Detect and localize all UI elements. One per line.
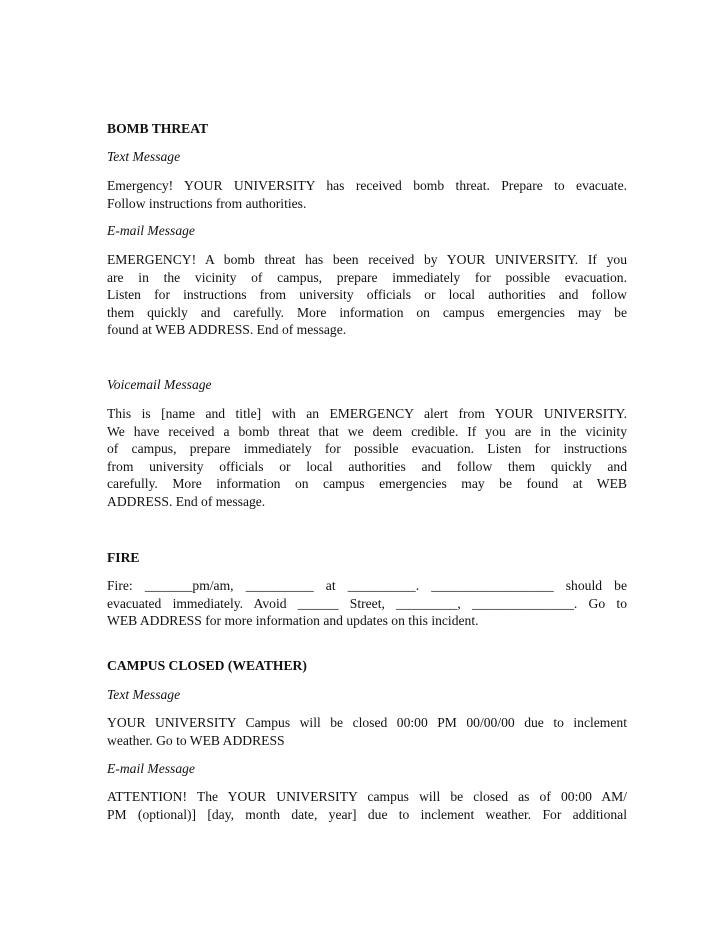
text-line: We have received a bomb threat that we deem credible. If you are in the vicinity: [107, 423, 627, 439]
fire-body: [107, 577, 627, 630]
campus-closed-text-body: [107, 714, 627, 749]
text-line: EMERGENCY! A bomb threat has been received by YOUR UNIVERSITY. If you: [107, 252, 627, 267]
bomb-threat-email-label: E-mail Message: [107, 223, 195, 238]
text-line: ADDRESS. End of message.: [107, 493, 266, 509]
text-line: from university officials or local authorities and follow them quickly and: [107, 458, 627, 474]
text-line: PM (optional)] [day, month date, year] due to inclement weather. For additional: [107, 806, 627, 822]
bomb-threat-email-body: [107, 251, 627, 339]
text-line: Fire: _______pm/am, __________ at __________. __________________ should be: [107, 578, 627, 593]
text-line: carefully. More information on campus emergencies may be found at WEB: [107, 476, 627, 492]
text-line: weather. Go to WEB ADDRESS: [107, 732, 285, 748]
text-line: ATTENTION! The YOUR UNIVERSITY campus will be closed as of 00:00 AM/: [107, 789, 627, 804]
text-line: Follow instructions from authorities.: [107, 195, 307, 211]
bomb-threat-text-body: [107, 177, 627, 212]
text-line: of campus, prepare immediately for possible evacuation. Listen for instructions: [107, 441, 627, 457]
section-heading-fire: FIRE: [107, 550, 140, 565]
campus-closed-email-body: [107, 788, 627, 823]
bomb-threat-voicemail-body: [107, 405, 627, 511]
text-line: found at WEB ADDRESS. End of message.: [107, 322, 347, 338]
text-line: Emergency! YOUR UNIVERSITY has received bomb threat. Prepare to evacuate.: [107, 178, 627, 193]
section-heading-bomb-threat: BOMB THREAT: [107, 121, 209, 136]
campus-closed-email-label: E-mail Message: [107, 761, 195, 776]
text-line: evacuated immediately. Avoid ______ Street, _________, _______________. Go to: [107, 595, 627, 611]
text-line: them quickly and carefully. More information on campus emergencies may be: [107, 304, 627, 320]
text-line: Listen for instructions from university officials or local authorities and follow: [107, 287, 627, 303]
text-line: This is [name and title] with an EMERGENCY alert from YOUR UNIVERSITY.: [107, 406, 627, 421]
document-page: [107, 0, 627, 943]
section-heading-campus-closed: CAMPUS CLOSED (WEATHER): [107, 658, 307, 673]
text-line: WEB ADDRESS for more information and updates on this incident.: [107, 613, 479, 629]
text-line: are in the vicinity of campus, prepare immediately for possible evacuation.: [107, 269, 627, 285]
bomb-threat-text-label: Text Message: [107, 149, 181, 164]
text-line: YOUR UNIVERSITY Campus will be closed 00:00 PM 00/00/00 due to inclement: [107, 715, 627, 730]
bomb-threat-voicemail-label: Voicemail Message: [107, 377, 212, 392]
campus-closed-text-label: Text Message: [107, 687, 181, 702]
